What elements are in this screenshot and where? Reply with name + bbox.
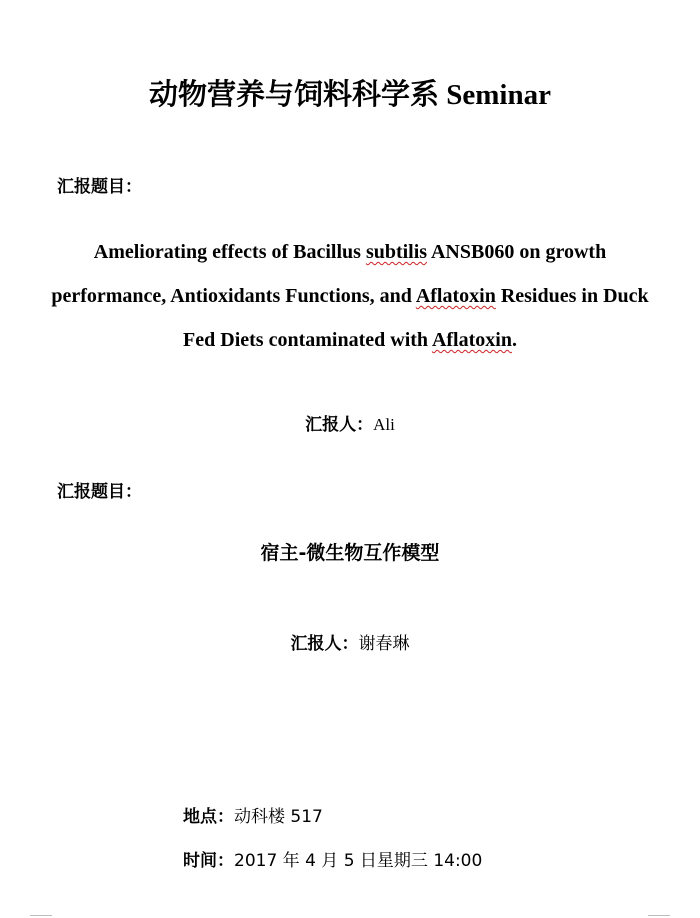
page-corner-mark-left — [30, 915, 52, 916]
location-value: 动科楼 517 — [234, 807, 323, 827]
topic1-label: 汇报题目： — [57, 177, 142, 197]
presenter-label: 汇报人： — [290, 634, 359, 654]
presenter-name: 谢春琳 — [358, 634, 410, 654]
topic2-title: 宿主-微生物互作模型 — [260, 542, 440, 564]
page-title: 动物营养与饲料科学系 Seminar — [149, 79, 551, 111]
location-row — [183, 802, 323, 827]
spell-check-word: Aflatoxin — [415, 285, 496, 307]
topic2-label: 汇报题目： — [57, 482, 142, 502]
topic2-presenter — [0, 629, 700, 654]
topic1-presenter — [0, 410, 700, 435]
time-label: 时间： — [183, 851, 234, 871]
topic1-title — [40, 230, 660, 362]
time-row — [183, 846, 482, 871]
spell-check-word: Aflatoxin — [431, 329, 512, 351]
topic1-title-part: Ameliorating effects of Bacillus — [93, 241, 366, 263]
presenter-name: Ali — [373, 415, 395, 434]
time-value: 2017 年 4 月 5 日星期三 14:00 — [234, 851, 483, 871]
topic1-title-part: ANSB060 on growth performance, Antioxidants Functions, and — [51, 241, 607, 307]
topic1-title-part: Residues in Duck Fed Diets contaminated with — [183, 285, 649, 351]
presenter-label: 汇报人： — [305, 415, 374, 435]
location-label: 地点： — [183, 807, 234, 827]
topic1-title-part: . — [511, 329, 517, 351]
spell-check-word: subtilis — [365, 241, 428, 263]
page-corner-mark-right — [648, 915, 670, 916]
